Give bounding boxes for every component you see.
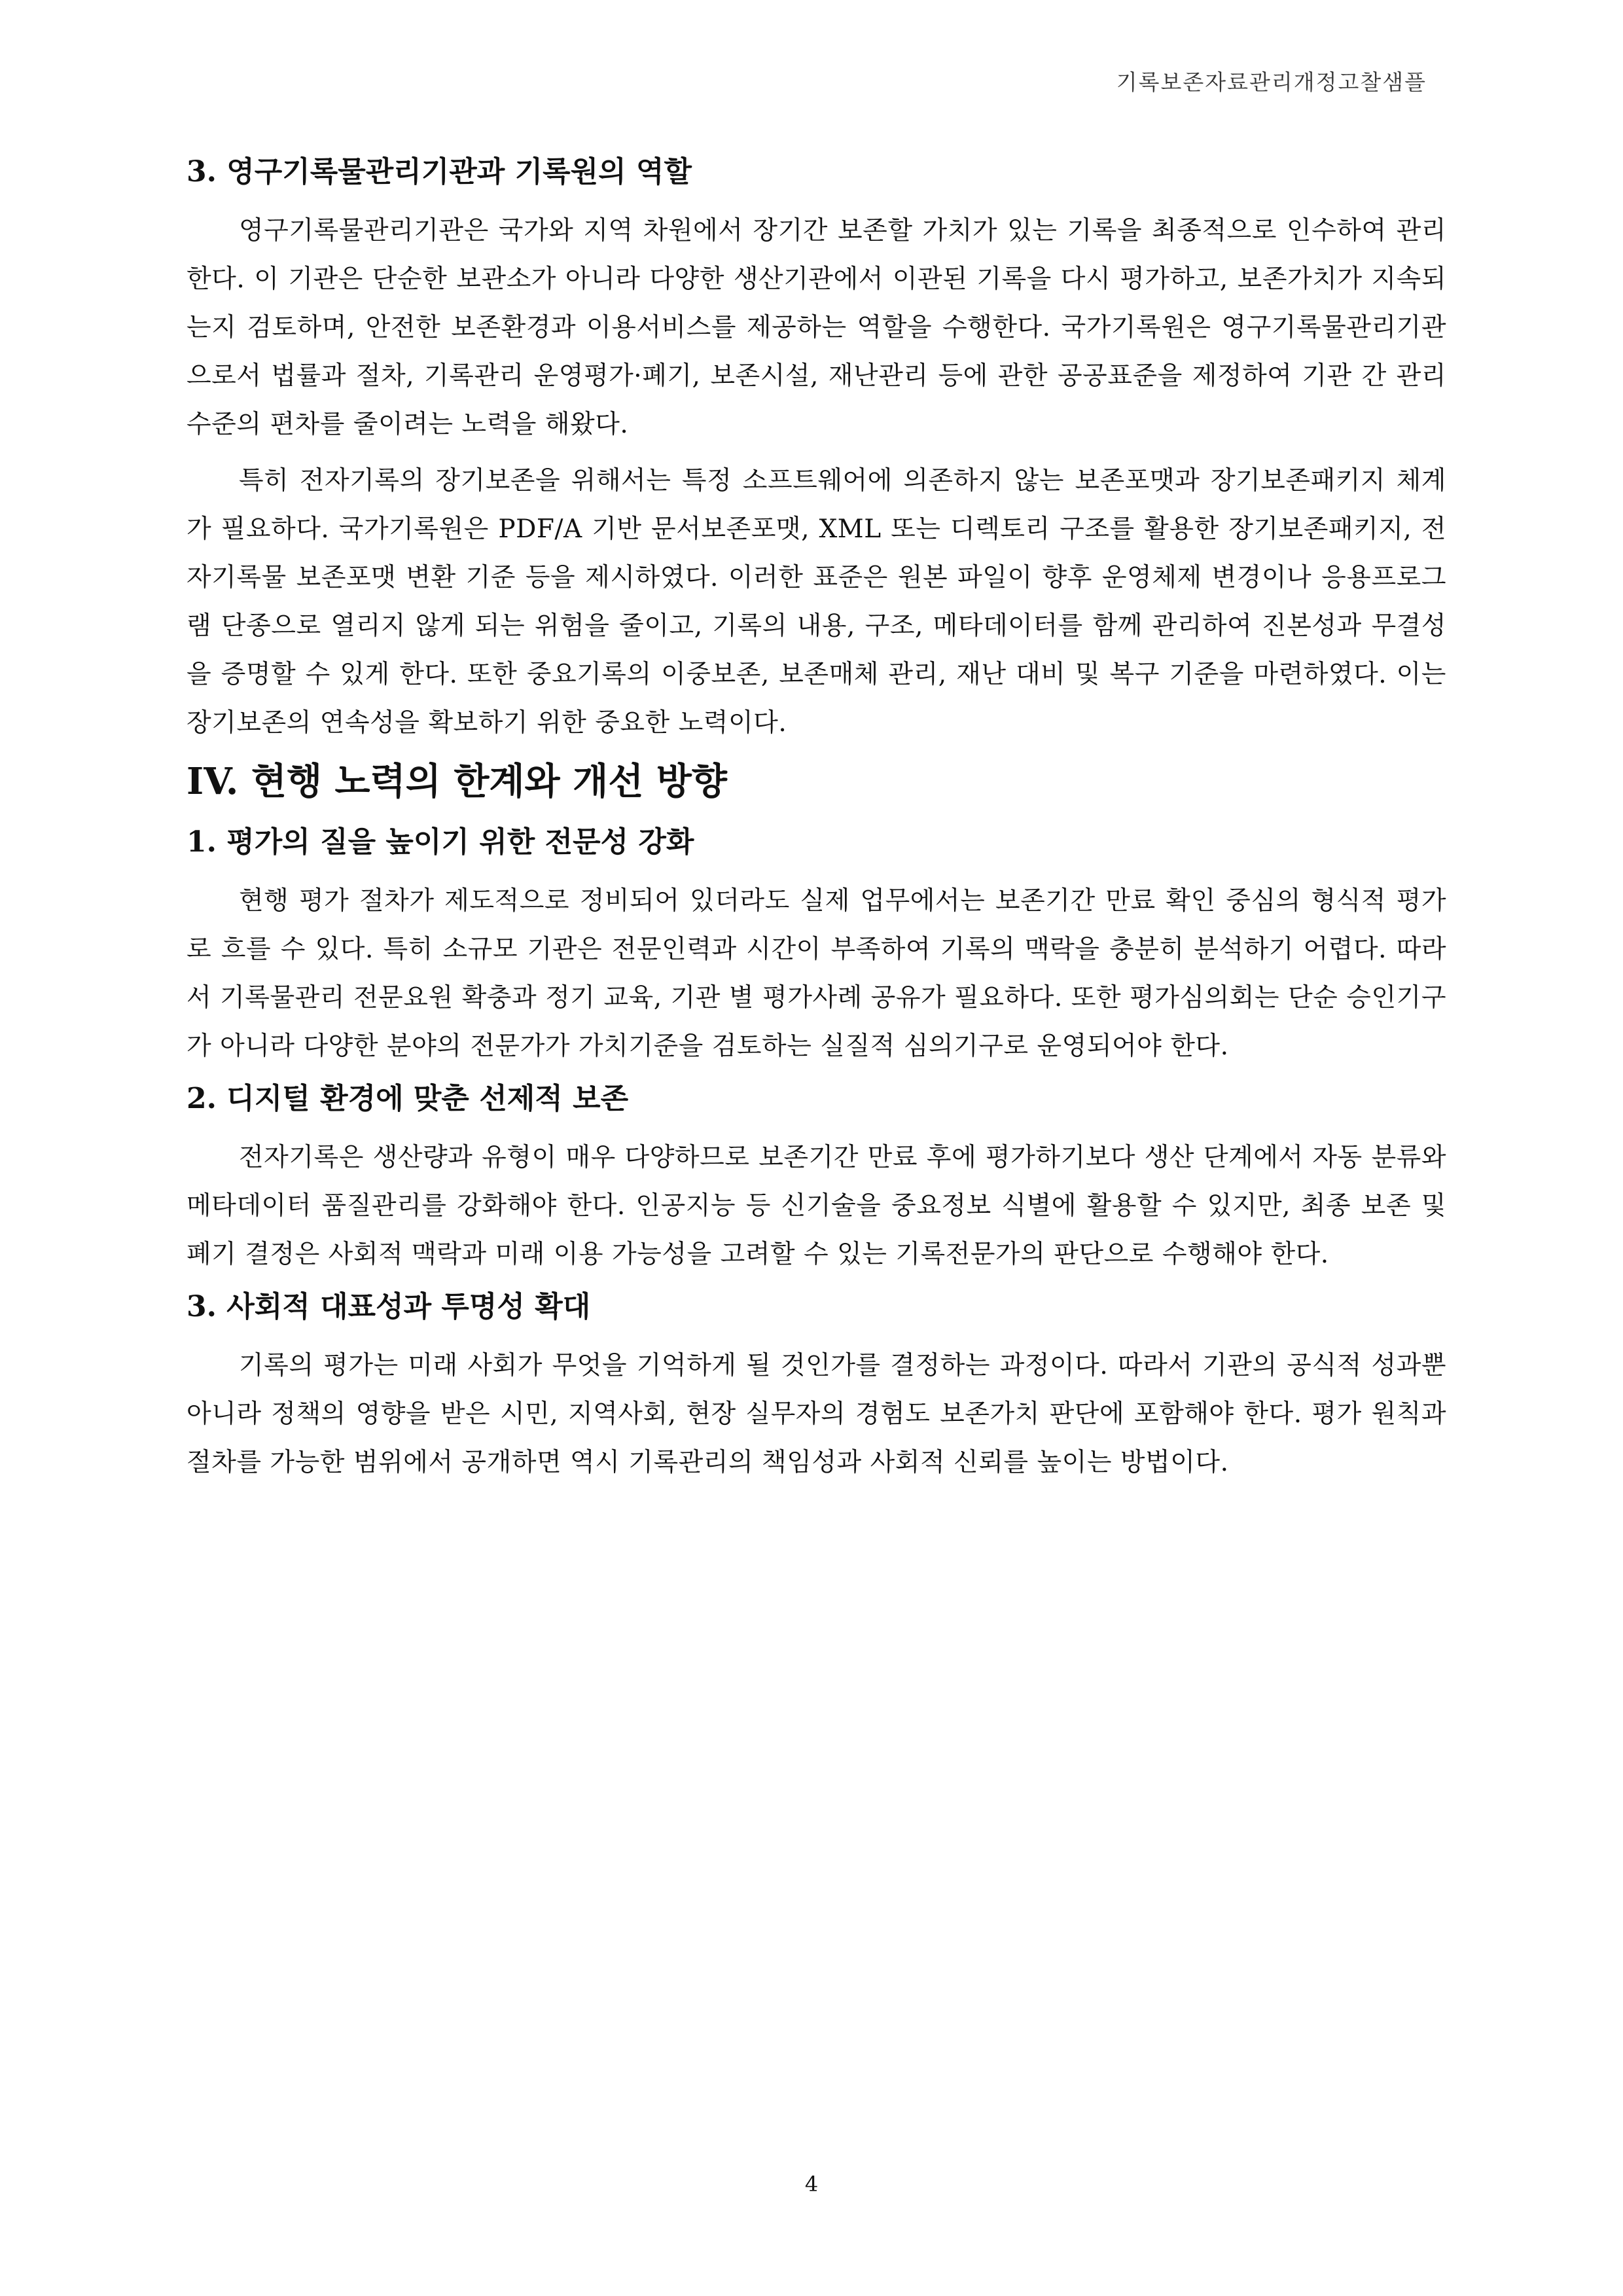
chapter-heading-limits-and-improvements: IV. 현행 노력의 한계와 개선 방향 [187,760,727,803]
document-body [187,152,1446,1495]
section-heading-expertise: 1. 평가의 질을 높이기 위한 전문성 강화 [187,825,694,859]
page-number: 4 [804,2172,819,2197]
running-header: 기록보존자료관리개정고찰샘플 [1116,69,1427,95]
paragraph-digital-preservation: 전자기록은 생산량과 유형이 매우 다양하므로 보존기간 만료 후에 평가하기보다 생산 단계에서 자동 분류와 메타데이터 품질관리를 강화해야 한다. 인공지능 등 신기술을 중요정보 식별에 활용할 수 있지만, 최종 보존 및 폐기 결정은 사회적 맥락과 미래 이용 가능성을 고려할 수 있는 기록전문가의 판단으로 수행해야 한다. [187,1143,1446,1269]
section-heading-records-management-agency: 3. 영구기록물관리기관과 기록원의 역할 [187,155,692,188]
paragraph-representation-transparency: 기록의 평가는 미래 사회가 무엇을 기억하게 될 것인가를 결정하는 과정이다. 따라서 기관의 공식적 성과뿐 아니라 정책의 영향을 받은 시민, 지역사회, 현장 실무자의 경험도 보존가치 판단에 포함해야 한다. 평가 원칙과 절차를 가능한 범위에서 공개하면 역시 기록관리의 책임성과 사회적 신뢰를 높이는 방법이다. [187,1351,1446,1477]
paragraph-electronic-preservation: 특히 전자기록의 장기보존을 위해서는 특정 소프트웨어에 의존하지 않는 보존포맷과 장기보존패키지 체계가 필요하다. 국가기록원은 PDF/A 기반 문서보존포맷, XML 또는 디렉토리 구조를 활용한 장기보존패키지, 전자기록물 보존포맷 변환 기준 등을 제시하였다. 이러한 표준은 원본 파일이 향후 운영체제 변경이나 응용프로그램 단종으로 열리지 않게 되는 위험을 줄이고, 기록의 내용, 구조, 메타데이터를 함께 관리하여 진본성과 무결성을 증명할 수 있게 한다. 또한 중요기록의 이중보존, 보존매체 관리, 재난 대비 및 복구 기준을 마련하였다. 이는 장기보존의 연속성을 확보하기 위한 중요한 노력이다. [187,466,1446,738]
paragraph-expertise: 현행 평가 절차가 제도적으로 정비되어 있더라도 실제 업무에서는 보존기간 만료 확인 중심의 형식적 평가로 흐를 수 있다. 특히 소규모 기관은 전문인력과 시간이 부족하여 기록의 맥락을 충분히 분석하기 어렵다. 따라서 기록물관리 전문요원 확충과 정기 교육, 기관 별 평가사례 공유가 필요하다. 또한 평가심의회는 단순 승인기구가 아니라 다양한 분야의 전문가가 가치기준을 검토하는 실질적 심의기구로 운영되어야 한다. [187,886,1446,1061]
section-heading-representation-transparency: 3. 사회적 대표성과 투명성 확대 [187,1290,591,1323]
section-heading-digital-preservation: 2. 디지털 환경에 맞춘 선제적 보존 [187,1082,629,1115]
paragraph-agency-role: 영구기록물관리기관은 국가와 지역 차원에서 장기간 보존할 가치가 있는 기록을 최종적으로 인수하여 관리한다. 이 기관은 단순한 보관소가 아니라 다양한 생산기관에서 이관된 기록을 다시 평가하고, 보존가치가 지속되는지 검토하며, 안전한 보존환경과 이용서비스를 제공하는 역할을 수행한다. 국가기록원은 영구기록물관리기관으로서 법률과 절차, 기록관리 운영평가·폐기, 보존시설, 재난관리 등에 관한 공공표준을 제정하여 기관 간 관리수준의 편차를 줄이려는 노력을 해왔다. [187,216,1446,439]
